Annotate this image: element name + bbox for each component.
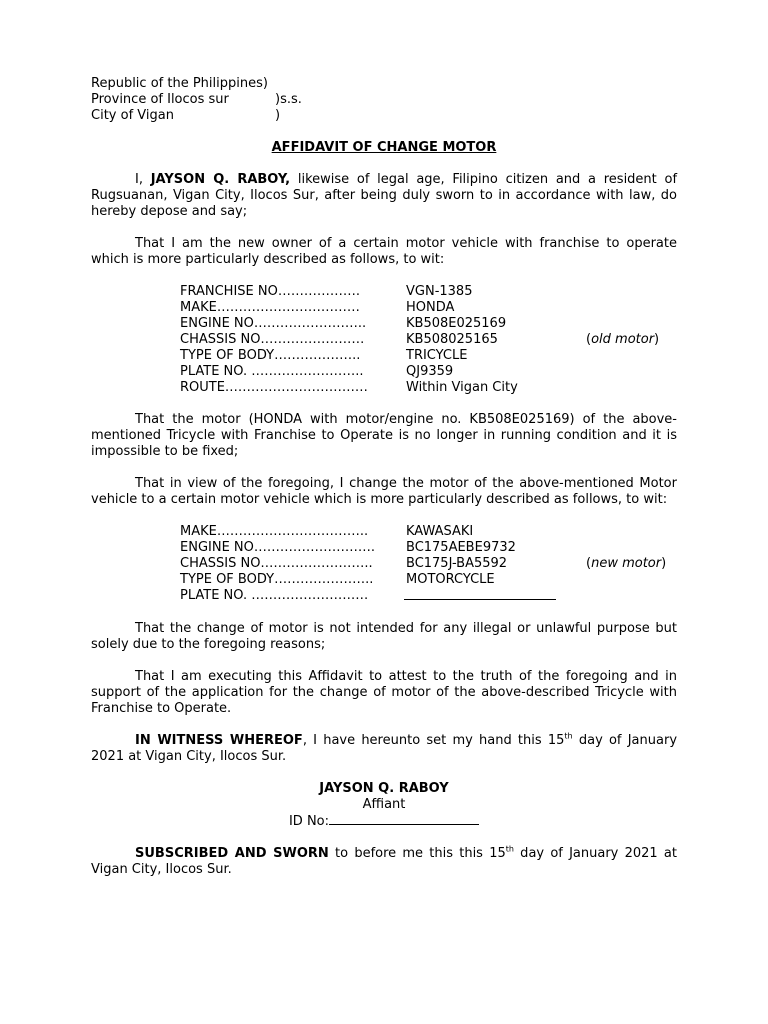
signature-role: Affiant bbox=[362, 797, 406, 812]
sworn-lead: SUBSCRIBED AND SWORN bbox=[135, 846, 329, 861]
old-vehicle-value: QJ9359 bbox=[406, 364, 454, 379]
plate-number-blank bbox=[404, 588, 556, 600]
signature-id-row bbox=[91, 813, 677, 830]
new-vehicle-label: ENGINE NO………………………. bbox=[180, 540, 376, 555]
old-vehicle-note bbox=[586, 364, 659, 380]
venue-city: City of Vigan bbox=[91, 108, 174, 123]
old-vehicle-table bbox=[180, 284, 659, 396]
new-vehicle-note: (new motor) bbox=[586, 556, 667, 571]
owner-paragraph: That I am the new owner of a certain motor vehicle with franchise to operate which is more particularly described as follows, to wit: bbox=[91, 236, 677, 267]
venue-country: Republic of the Philippines) bbox=[91, 76, 268, 91]
intro-prefix: I, bbox=[135, 172, 143, 187]
affiant-name: JAYSON Q. RABOY, bbox=[150, 172, 291, 187]
venue-city-row bbox=[91, 108, 677, 124]
sworn-paragraph bbox=[91, 846, 677, 878]
old-vehicle-note bbox=[586, 380, 659, 396]
document-title: AFFIDAVIT OF CHANGE MOTOR bbox=[271, 140, 497, 155]
new-vehicle-value: MOTORCYCLE bbox=[406, 572, 495, 587]
motor-note: old motor bbox=[591, 332, 655, 347]
new-vehicle-value bbox=[406, 588, 586, 605]
new-vehicle-label: MAKE…………………………….. bbox=[180, 524, 369, 539]
intro-text: likewise of legal age, Filipino citizen and a resident of Rugsuanan, Vigan City, Ilocos Sur, after being duly sworn to in accordance with law, do hereby depose and say; bbox=[91, 172, 678, 219]
old-vehicle-note bbox=[586, 300, 659, 316]
old-vehicle-value: KB508025165 bbox=[406, 332, 498, 347]
witness-text-b: day of January 2021 at Vigan City, Ilocos Sur. bbox=[91, 733, 678, 764]
intro-paragraph bbox=[91, 172, 677, 220]
old-vehicle-note bbox=[586, 316, 659, 332]
venue-province: Province of Ilocos sur bbox=[91, 92, 229, 107]
purpose-paragraph: That the change of motor is not intended for any illegal or unlawful purpose but solely due to the foregoing reasons; bbox=[91, 621, 677, 652]
witness-lead: IN WITNESS WHEREOF bbox=[135, 733, 303, 748]
old-vehicle-value: HONDA bbox=[406, 300, 455, 315]
old-vehicle-row bbox=[180, 364, 659, 380]
id-number-blank bbox=[329, 813, 479, 825]
venue-province-row bbox=[91, 92, 677, 108]
new-vehicle-row bbox=[180, 556, 666, 572]
witness-paragraph bbox=[91, 733, 677, 765]
old-vehicle-row bbox=[180, 284, 659, 300]
new-vehicle-note bbox=[586, 524, 666, 540]
venue-city-paren: ) bbox=[275, 108, 281, 123]
new-vehicle-value: BC175AEBE9732 bbox=[406, 540, 516, 555]
old-vehicle-value: KB508E025169 bbox=[406, 316, 507, 331]
sworn-text-b: day of January 2021 at Vigan City, Ilocos Sur. bbox=[91, 846, 677, 877]
old-vehicle-value: Within Vigan City bbox=[406, 380, 518, 395]
old-vehicle-row bbox=[180, 300, 659, 316]
old-vehicle-label: MAKE…………………………… bbox=[180, 300, 360, 315]
new-vehicle-row bbox=[180, 540, 666, 556]
old-vehicle-row bbox=[180, 332, 659, 348]
change-paragraph: That in view of the foregoing, I change the motor of the above-mentioned Motor vehicle to a certain motor vehicle which is more particularly described as follows, to wit: bbox=[91, 476, 677, 507]
new-vehicle-note bbox=[586, 588, 666, 605]
new-vehicle-table bbox=[180, 524, 666, 605]
old-vehicle-note bbox=[586, 348, 659, 364]
new-vehicle-value: KAWASAKI bbox=[406, 524, 474, 539]
old-vehicle-row bbox=[180, 380, 659, 396]
new-vehicle-note bbox=[586, 540, 666, 556]
old-vehicle-note bbox=[586, 284, 659, 300]
old-vehicle-value: TRICYCLE bbox=[406, 348, 468, 363]
old-vehicle-label: ROUTE…………………………… bbox=[180, 380, 368, 395]
new-vehicle-label: PLATE NO. ……………………… bbox=[180, 588, 369, 603]
old-vehicle-value: VGN-1385 bbox=[406, 284, 473, 299]
old-vehicle-label: TYPE OF BODY……………….. bbox=[180, 348, 361, 363]
id-label: ID No: bbox=[288, 814, 330, 829]
witness-text-a: , I have hereunto set my hand this 15 bbox=[302, 733, 565, 748]
old-vehicle-row bbox=[180, 316, 659, 332]
sworn-text-a: to before me this this 15 bbox=[328, 846, 506, 861]
new-vehicle-label: TYPE OF BODY………………….. bbox=[180, 572, 374, 587]
old-vehicle-label: PLATE NO. …………………….. bbox=[180, 364, 364, 379]
new-vehicle-row bbox=[180, 524, 666, 540]
sworn-sup: th bbox=[505, 844, 514, 854]
new-vehicle-value: BC175J-BA5592 bbox=[406, 556, 508, 571]
old-vehicle-note: (old motor) bbox=[586, 332, 660, 347]
old-vehicle-label: CHASSIS NO…………………… bbox=[180, 332, 365, 347]
motor-note: new motor bbox=[591, 556, 662, 571]
new-vehicle-label: CHASSIS NO…………………….. bbox=[180, 556, 373, 571]
old-vehicle-label: FRANCHISE NO………………. bbox=[180, 284, 360, 299]
signature-name: JAYSON Q. RABOY bbox=[319, 781, 449, 796]
new-vehicle-note bbox=[586, 572, 666, 588]
witness-sup: th bbox=[564, 731, 573, 741]
old-vehicle-row bbox=[180, 348, 659, 364]
new-vehicle-row bbox=[180, 588, 666, 605]
old-vehicle-label: ENGINE NO…………………….. bbox=[180, 316, 367, 331]
executing-paragraph: That I am executing this Affidavit to attest to the truth of the foregoing and in support of the application for the change of motor of the above-described Tricycle with Franchise to Operate. bbox=[91, 669, 677, 716]
venue-ss: )s.s. bbox=[275, 92, 302, 107]
condition-paragraph: That the motor (HONDA with motor/engine no. KB508E025169) of the above-mentioned Tricycle with Franchise to Operate is no longer in running condition and it is impossible to be fixed; bbox=[91, 412, 677, 459]
new-vehicle-row bbox=[180, 572, 666, 588]
affidavit-page bbox=[91, 76, 677, 878]
